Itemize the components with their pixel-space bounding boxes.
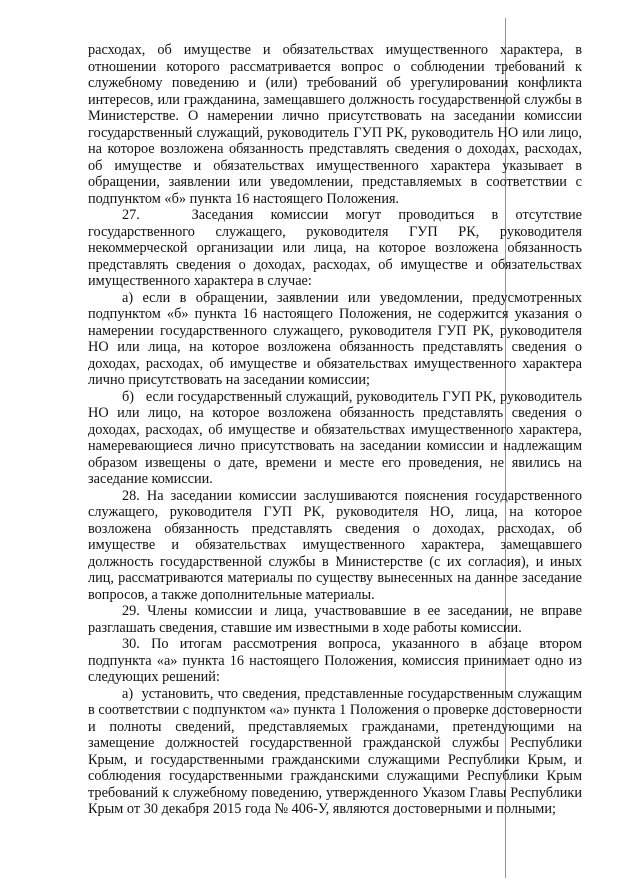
paragraph-28: 28. На заседании комиссии заслушиваются пояснения государственного служащего, руководителя ГУП РК, руководителя НО, лица, на которое возложена обязанность представлять сведения о доходах, расходах, об имуществе и обязательствах имущественного характера, замещавшего должность государственной службы в Министерстве (с их согласия), и иных лиц, рассматриваются материалы по существу вынесенных на данное заседание вопросов, а также дополнительные материалы.	[88, 487, 582, 603]
paragraph-30-a: а) установить, что сведения, представленные государственным служащим в соответствии с подпунктом «а» пункта 1 Положения о проверке достоверности и полноты сведений, представляемых гражданами, претендующими на замещение должностей государственной гражданской службы Республики Крым, и государственными гражданскими служащими Республики Крым, и соблюдения государственными гражданскими служащими Республики Крым требований к служебному поведению, утвержденного Указом Главы Республики Крым от 30 декабря 2015 года № 406-У, являются достоверными и полными;	[88, 685, 582, 817]
paragraph-27: 27. Заседания комиссии могут проводиться в отсутствие государственного служащего, руководителя ГУП РК, руководителя некоммерческой организации или лица, на которое возложена обязанность представлять сведения о доходах, расходах, об имуществе и обязательствах имущественного характера в случае:	[88, 207, 582, 289]
paragraph-27-b: б) если государственный служащий, руководитель ГУП РК, руководитель НО или лицо, на которое возложена обязанность представлять сведения о доходах, расходах, об имуществе и обязательствах имущественного характера, намеревающиеся лично присутствовать на заседании комиссии и надлежащим образом извещены о дате, времени и месте его проведения, не явились на заседание комиссии.	[88, 388, 582, 487]
paragraph-29: 29. Члены комиссии и лица, участвовавшие в ее заседании, не вправе разглашать сведения, ставшие им известными в ходе работы комиссии.	[88, 603, 582, 636]
paragraph-30: 30. По итогам рассмотрения вопроса, указанного в абзаце втором подпункта «а» пункта 16 настоящего Положения, комиссия принимает одно из следующих решений:	[88, 636, 582, 685]
paragraph-27-a: а) если в обращении, заявлении или уведомлении, предусмотренных подпунктом «б» пункта 16 настоящего Положения, не содержится указания о намерении государственного служащего, руководителя ГУП РК, руководителя НО или лица, на которое возложена обязанность представлять сведения о доходах, расходах, об имуществе и обязательствах имущественного характера лично присутствовать на заседании комиссии;	[88, 289, 582, 388]
paragraph-continuation: расходах, об имуществе и обязательствах имущественного характера, в отношении которого рассматривается вопрос о соблюдении требований к служебному поведению и (или) требований об урегулировании конфликта интересов, или гражданина, замещавшего должность государственной службы в Министерстве. О намерении лично присутствовать на заседании комиссии государственный служащий, руководитель ГУП РК, руководитель НО или лицо, на которое возложена обязанность представлять сведения о доходах, расходах, об имуществе и обязательствах имущественного характера указывает в обращении, заявлении или уведомлении, представляемых в соответствии с подпунктом «б» пункта 16 настоящего Положения.	[88, 42, 582, 207]
document-body	[88, 42, 582, 818]
